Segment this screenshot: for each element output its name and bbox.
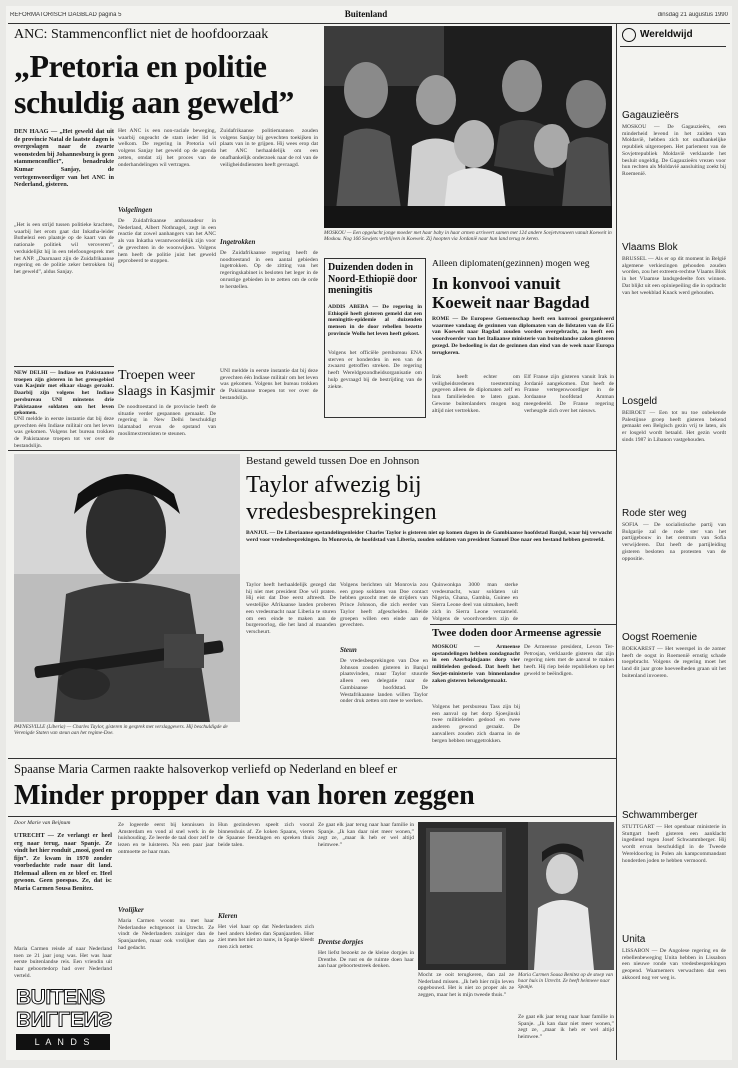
carmen-byline: Door Marie van Beijnum xyxy=(14,820,71,826)
wereld-s2-text: BRUSSEL — Als er op dit moment in België algemene verkiezingen gehouden zouden worden, zou het extreem-rechtse Vlaams Blok in het Vlaamse landsgedeelte fors winnen. Dat blijkt uit een opiniepeiling die in opdracht van het weekblad Knack werd gehouden. xyxy=(622,256,726,296)
photo-carmen-image xyxy=(418,822,614,970)
wereld-s3-text: BEIROET — Een tot nu toe onbekende Palestijnse groep heeft gisteren bekend gemaakt een Belgisch gezin vrij te laten, als er losgeld wordt betaald. Het gezin wordt sinds 1987 in Libanon vastgehouden. xyxy=(622,410,726,443)
carmen-text-1: Maria Carmen reisde af naar Nederland toen ze 21 jaar jong was. Het was haar eerste buitenlandse reis. Een vriendin uit haar geboortedorp had over Nederland verteld. xyxy=(14,946,112,979)
buitenslands-logo xyxy=(14,984,112,1058)
header-date: dinsdag 21 augustus 1990 xyxy=(657,12,728,18)
armenie-text-2: De Armeense president, Levon Ter-Petrosjan, verklaarde gisteren dat zijn regering niets met de aanval te maken heeft. Hij riep beide republieken op het geweld te beëindigen. xyxy=(524,644,614,677)
header-paper-name: REFORMATORISCH DAGBLAD pagina 5 xyxy=(10,12,122,18)
carmen-subhead-vrolijker: Vrolijker xyxy=(118,906,144,914)
armenie-lead: MOSKOU — Armeense opstandelingen hebben zondagnacht in een Azerbajdzjaans dorp vier militieleden gedood. Dat heeft het Sovjet-ministerie van binnenlandse zaken gisteren bekendgemaakt. xyxy=(432,644,520,684)
column-rule xyxy=(616,24,617,1060)
doe-lead: BANJUL — De Liberiaanse opstandelingenleider Charles Taylor is gisteren niet op komen dagen in de Gambiaanse hoofdstad Banjul, waar hij verwacht werd voor vredesbesprekingen. In Monrovia, de hoofdstad van Liberia, zouden soldaten van president Samuel Doe naar een bestand hebben gestreefd. xyxy=(246,530,612,543)
carmen-text-8: Mocht ze ooit terugkeren, dan zal ze Nederland missen. „Ik heb hier mijn leven opgebouwd. Het is niet zo proper als ze zeggen, maar het is mijn tweede thuis.” xyxy=(418,972,514,999)
newdelhi-lead: NEW DELHI — Indiase en Pakistaanse troepen zijn gisteren in het grensgebied van Kasjmir met elkaar slaags geraakt. Daarbij zijn volgens het Indiase persbureau UNI minstens drie Pakistaanse soldaten om het leven gekomen. xyxy=(14,370,114,416)
photo-taylor xyxy=(14,454,240,722)
carmen-text-5: Het viel haar op dat Nederlanders zich heel anders kleden dan Spanjaarden. Hier ziet men het niet zo nauw, in Spanje kleedt men zich netter. xyxy=(218,924,314,951)
wereld-s5-text: BOEKAREST — Het weerspel in de zomer heeft de oogst in Roemenië ernstig schade toegebracht. Volgens de regering moet het land dit jaar grote hoeveelheden graan uit het buitenland invoeren. xyxy=(622,646,726,679)
armenie-text-1: Volgens het persbureau Tass zijn bij een aanval op het dorp Sjoesjinski twee militieleden gedood en twee anderen gewond geraakt. De aanvallers zouden zich daarna in de bergen hebben teruggetrokken. xyxy=(432,704,520,744)
carmen-kicker: Spaanse Maria Carmen raakte halsoverkop verliefd op Nederland en bleef er xyxy=(14,763,398,776)
kasjmir-text: De noodtoestand in de provincie heeft de situatie verder gespannen gemaakt. De regering in New Delhi beschuldigt Islamabad ervan de opstand van moslimextremisten te steunen. xyxy=(118,404,216,437)
ethiopia-text: Volgens het officiële persbureau ENA sterven er honderden in een van de zwaarst getroffen streken. De regering heeft Wereldgezondheidsorganisatie om hulp gevraagd bij de bestrijding van de ziekte. xyxy=(328,350,422,390)
logo-line-top: BUITENS xyxy=(16,986,105,1009)
globe-icon xyxy=(622,28,636,42)
ethiopia-title: Duizenden doden in Noord-Ethiopië door meningitis xyxy=(328,262,417,296)
carmen-title-rule xyxy=(8,816,616,817)
carmen-text-3: Maria Carmen woont nu met haar Nederlandse echtgenoot in Utrecht. Ze vindt de Nederlanders zuiniger dan de Spanjaarden, maar ook vrolijker dan ze had gedacht. xyxy=(118,918,214,951)
wereld-s5-title: Oogst Roemenie xyxy=(622,632,698,643)
ethiopia-lead: ADDIS ABEBA — De regering in Ethiopië heeft gisteren gemeld dat een meningitis-epidemie al duizenden mensen in de door rebellen bezette provincie Wollo het leven heeft gekost. xyxy=(328,304,422,337)
anc-text-4: Zuidafrikaanse politiemannen zouden volgens Sanjay bij gevechten toekijken in plaats van in te grijpen. Hij wees erop dat het ANC herhaaldelijk om een onafhankelijk onderzoek naar de rol van de veiligheidsdiensten heeft gevraagd. xyxy=(220,128,318,168)
logo-line-mirror: BNLLENS xyxy=(16,1007,112,1030)
doe-text-2: Volgens berichten uit Monrovia zou een groep soldaten van Doe contact hebben gezocht met de strijders van Prince Johnson, die zich eerder van Taylor heeft afgescheiden. Beide groepen willen een einde aan de gevechten. xyxy=(340,582,428,629)
koeweit-lead: ROME — De Europese Gemeenschap heeft een konvooi georganiseerd waarmee vandaag de gezinnen van diplomaten van de lidstaten van de EG van Koeweit naar Bagdad zouden worden overgebracht, zo heeft een woordvoerder van het Italiaanse ministerie van buitenlandse zaken gisteren gezegd. De bedoeling is dat de gezinnen dan eind van de week naar Europa terugkeren. xyxy=(432,316,614,356)
doe-text-1: Taylor heeft herhaaldelijk gezegd dat hij niet met president Doe wil praten. Hij eist dat Doe eerst aftreedt. De westelijke Afrikaanse landen proberen een vredesmacht naar Liberia te sturen om een einde te maken aan de burgeroorlog, die het land al maanden verscheurt. xyxy=(246,582,336,635)
doe-text-3: De vredesbesprekingen van Doe en Johnson zouden gisteren in Banjul plaatsvinden, maar Taylor stuurde alleen een delegatie naar de Gambiaanse hoofdstad. De Westafrikaanse landen willen Taylor onder druk zetten om mee te werken. xyxy=(340,658,428,705)
doe-text-4: Quinwonkpa 3000 man sterke vredesmacht, waar soldaten uit Nigeria, Ghana, Gambia, Guinee en Sierra Leone deel van uitmaken, heeft zich in Sierra Leone verzameld. Volgens de woordvoerders zijn de xyxy=(432,582,518,622)
wereldwijd-title: Wereldwijd xyxy=(640,29,693,40)
anc-divider xyxy=(14,366,114,367)
carmen-lead: UTRECHT — Ze verlangt er heel erg naar terug, naar Spanje. Ze vindt het hier ronduit „mooi, goed en fijn”. Ze kwam in 1970 zonder voorbedachte rade naar dit land. Helemaal alleen en ze bleef er. Heel gewoon. Geen poespas. Ze, dat is: Maria Carmen Sousa Benitez. xyxy=(14,832,112,892)
photo-moskou xyxy=(324,26,612,228)
photo-carmen-caption: Maria Carmen Sousa Benitez op de stoep van haar huis in Utrecht. Ze heeft heimwee naar Spanje. xyxy=(518,972,613,991)
doe-title: Taylor afwezig bij vredesbesprekingen xyxy=(246,472,437,525)
anc-lead: DEN HAAG — „Het geweld dat uit de provincie Natal de laatste dagen is overgeslagen naar de zwarte woonsteden bij Johannesburg is geen stammenconflict”, benadrukte Kumar Sanjay, de vertegenwoordiger van het ANC in Nederland, gisteren. xyxy=(14,128,114,189)
kasjmir-title: Troepen weer slaags in Kasjmir xyxy=(118,368,216,399)
anc-subhead-volgelingen: Volgelingen xyxy=(118,206,153,214)
photo-taylor-caption: PAYNESVILLE (Liberia) — Charles Taylor, gisteren in gesprek met verslaggevers. Hij beschuldigde de Verenigde Staten van steun aan het regime-Doe. xyxy=(14,724,228,737)
carmen-title: Minder propper dan van horen zeggen xyxy=(14,782,475,811)
koeweit-text-2: Elf Franse zijn gisteren vanuit Irak in Jordanië aangekomen. Dat heeft de Franse vertegenwoordiger in de Jordaanse hoofdstad Amman meegedeeld. De Franse regering verheugde zich over het nieuws. xyxy=(524,374,614,414)
header-rule xyxy=(8,23,730,24)
newdelhi-text: UNI meldde in eerste instantie dat bij deze gevechten één Indiase militair om het leven was gekomen. Volgens het bureau trokken de Pakistaanse troepen tot ver over de bestandslijn. xyxy=(14,416,114,449)
newspaper-page xyxy=(6,6,732,1060)
wereld-s6-text: STUTTGART — Het openbaar ministerie in Stuttgart heeft gisteren een aanklacht ingediend tegen Josef Schwammberger. Hij wordt ervan beschuldigd in de Tweede Wereldoorlog in Polen als kampcommandant honderden joden te hebben vermoord. xyxy=(622,824,726,864)
anc-text-2: Het ANC is een non-raciale beweging, waarbij ongeacht de stam ieder lid is welkom. De regering in Pretoria wil volgens Sanjay het geweld op de agenda zetten, omdat zij het proces van de onderhandelingen wil vertragen. xyxy=(118,128,216,168)
anc-kicker: ANC: Stammenconflict niet de hoofdoorzaak xyxy=(14,28,269,42)
koeweit-text-1: Irak heeft echter om veiligheidsredenen toestemming gegeven alleen de diplomaten zelf en hun familieleden te laten gaan. Gewone buitenlanders mogen nog altijd niet vertrekken. xyxy=(432,374,520,414)
photo-moskou-image xyxy=(324,26,612,228)
photo-carmen xyxy=(418,822,614,970)
carmen-text-6: Ze gaat elk jaar terug naar haar familie in Spanje. „Ik kan daar niet meer wonen,” zegt ze, „maar ik heb er wel altijd heimwee.” xyxy=(318,822,414,849)
carmen-text-2: Ze logeerde eerst bij kennissen in Amsterdam en vond al snel werk in de huishouding. Ze leerde de taal door zelf te lezen en te luisteren. Na een paar jaar ontmoette ze haar man. xyxy=(118,822,214,855)
section-rule-1 xyxy=(8,450,616,451)
wereld-s6-title: Schwammberger xyxy=(622,810,698,821)
carmen-subhead-drentse: Drentse dorpjes xyxy=(318,938,364,946)
carmen-text-4: Hun gezinsleven speelt zich vooral binnenshuis af. Ze koken Spaans, vieren de Spaanse feestdagen en spreken thuis beide talen. xyxy=(218,822,314,849)
doe-kicker: Bestand geweld tussen Doe en Johnson xyxy=(246,456,420,467)
wereld-s3-title: Losgeld xyxy=(622,396,658,407)
photo-moskou-caption: MOSKOU — Een opgelucht jonge moeder met haar baby in haar armen arriveert samen met 124 andere Sovjetvrouwen vanuit Koeweit in Moskou. Nog 166 Sowjets verblijven in Koeweit. Zij hoopten via Jordanië naar hun land terug te keren. xyxy=(324,230,612,243)
carmen-text-7: Het liefst bezoekt ze de kleine dorpjes in Drenthe. De rust en de ruimte doen haar aan haar geboortestreek denken. xyxy=(318,950,414,970)
photo-taylor-image xyxy=(14,454,240,722)
anc-text-3: De Zuidafrikaanse ambassadeur in Nederland, Albert Nothnagel, zegt in een reactie dat zowel aanhangers van het ANC als van Inkatha verantwoordelijk zijn voor de gevechten in de woonwijken. Volgens hem heeft de politie juist het geweld geprobeerd te stoppen. xyxy=(118,218,216,265)
armenie-title: Twee doden door Armeense agressie xyxy=(432,628,602,639)
anc-title: „Pretoria en politie schuldig aan geweld” xyxy=(14,48,294,120)
logo-line-bottom: L A N D S xyxy=(16,1034,110,1050)
anc-text-6: UNI meldde in eerste instantie dat bij deze gevechten één Indiase militair om het leven was gekomen. Volgens het bureau trokken de Pakistaanse troepen tot ver over de bestandslijn. xyxy=(220,368,318,401)
wereld-s7-title: Unita xyxy=(622,934,646,945)
carmen-text-9: Ze gaat elk jaar terug naar haar familie in Spanje. „Ik kan daar niet meer wonen,” zegt ze, „maar ik heb er wel altijd heimwee.” xyxy=(518,1014,614,1041)
wereld-s1-text: MOSKOU — De Gagauzieërs, een minderheid levend in het zuiden van Moldavië, hebben zich tot onafhankelijke republiek uitgeroepen. Het parlement van de Sovjetrepubliek Moldavië verklaarde het besluit ongeldig. De Gagauzieërs vrezen voor hun rechten als Moldavië aansluiting zoekt bij Roemenië. xyxy=(622,124,726,177)
anc-subhead-ingetrokken: Ingetrokken xyxy=(220,238,256,246)
wereldwijd-rule xyxy=(620,46,726,47)
anc-text-1: „Het is een strijd tussen politieke krachten, waarbij het erom gaat dat Inkatha-leider Buthelezi een plaatsje op de kaart van de nationale politiek wil veroveren”, verduidelijkt hij in een telefoongesprek met het ANP. „Daarnaast zijn de Zuidafrikaanse regering en de politie zeker betrokken bij het geweld”, aldus Sanjay. xyxy=(14,222,114,275)
anc-text-5: De Zuidafrikaanse regering heeft de noodtoestand in een aantal gebieden ingetrokken. Op de zitting van het regeringskabinet is besloten het leger in de onrustige gebieden in te zetten om de orde te herstellen. xyxy=(220,250,318,290)
wereld-s7-text: LISSABON — De Angolese regering en de rebellenbeweging Unita hebben in Lissabon een nieuwe ronde van vredesbesprekingen geopend. Waarnemers verwachten dat een akkoord nog ver weg is. xyxy=(622,948,726,981)
wereld-s1-title: Gagauzieërs xyxy=(622,110,679,121)
wereldwijd-header xyxy=(620,26,726,46)
doe-subhead-steun: Steun xyxy=(340,646,357,654)
wereld-s2-title: Vlaams Blok xyxy=(622,242,678,253)
header-section: Buitenland xyxy=(344,10,388,19)
armenie-rule xyxy=(430,624,616,625)
wereld-s4-title: Rode ster weg xyxy=(622,508,687,519)
section-rule-2 xyxy=(8,758,616,759)
koeweit-title: In konvooi vanuit Koeweit naar Bagdad xyxy=(432,274,590,312)
carmen-subhead-kleren: Kleren xyxy=(218,912,238,920)
koeweit-kicker: Alleen diplomaten(gezinnen) mogen weg xyxy=(432,260,590,269)
wereld-s4-text: SOFIA — De socialistische partij van Bulgarije zal de rode ster van het partijgebouw in het centrum van Sofia verwijderen. Dat heeft de partijleiding gisteren besloten na protesten van de oppositie. xyxy=(622,522,726,562)
